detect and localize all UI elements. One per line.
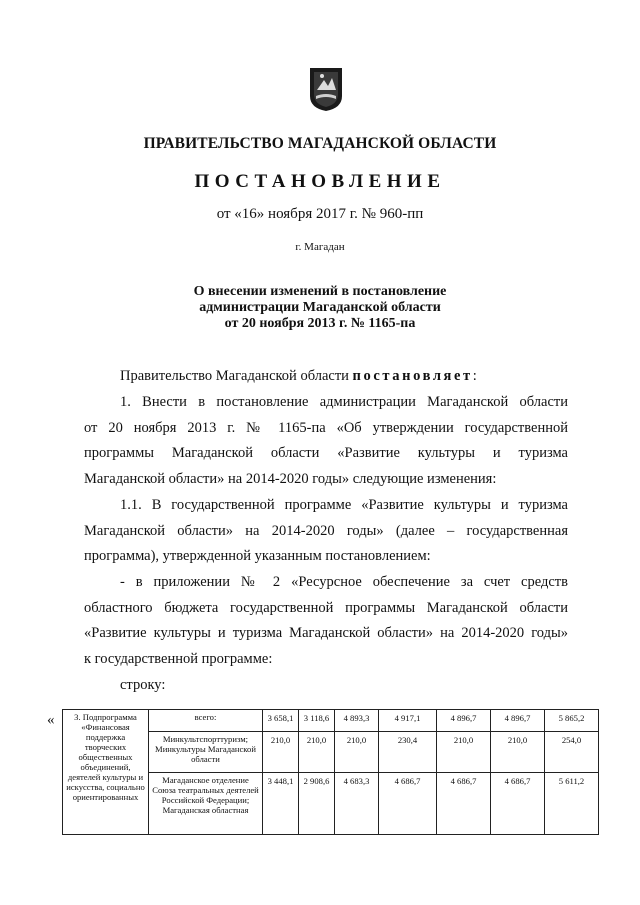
org-cell: Минкультспорттуризм; Минкультуры Магаданской области [149, 732, 263, 773]
document-type: ПОСТАНОВЛЕНИЕ [194, 171, 446, 192]
org-cell: Магаданское отделение Союза театральных деятелей Российской Федерации; Магаданская областная [149, 773, 263, 835]
decree-date-number: от «16» ноября 2017 г. № 960-пп [216, 206, 424, 222]
paragraph-1 [84, 390, 568, 492]
paragraph-line: областного бюджета государственной программы Магаданской области [84, 599, 568, 616]
value-cell: 210,0 [491, 732, 545, 773]
intro-resolves: постановляет [352, 368, 473, 384]
paragraph-line: Магаданской области» на 2014-2020 годы» следующие изменения: [84, 470, 497, 487]
value-cell: 4 917,1 [379, 710, 437, 732]
intro-line [84, 364, 568, 390]
value-cell: 4 683,3 [335, 773, 379, 835]
resource-table [62, 709, 599, 835]
coat-of-arms-icon [308, 66, 344, 112]
value-cell: 4 686,7 [491, 773, 545, 835]
row-word-paragraph [84, 673, 568, 699]
row-word: строку: [120, 677, 166, 693]
value-cell: 4 896,7 [491, 710, 545, 732]
subject-line: О внесении изменений в постановление [193, 284, 447, 299]
intro-prefix: Правительство Магаданской области [120, 368, 353, 384]
value-cell: 5 611,2 [545, 773, 599, 835]
paragraph-line: - в приложении № 2 «Ресурсное обеспечение за счет средств [120, 574, 568, 590]
subprogram-cell: 3. Подпрограмма «Финансовая поддержка творческих общественных объединений, деятелей культуры и искусства, социально ориентированных [63, 710, 149, 835]
table-row [63, 710, 599, 732]
value-cell: 254,0 [545, 732, 599, 773]
paragraph-line: программы Магаданской области «Развитие культуры и туризма [84, 445, 568, 462]
value-cell: 2 908,6 [299, 773, 335, 835]
org-cell: всего: [149, 710, 263, 732]
paragraph-line: программа), утвержденной указанным постановлением: [84, 548, 431, 565]
value-cell: 210,0 [299, 732, 335, 773]
intro-suffix: : [472, 368, 477, 384]
subject-line: от 20 ноября 2013 г. № 1165-па [224, 316, 416, 331]
open-quote: « [47, 712, 55, 728]
value-cell: 230,4 [379, 732, 437, 773]
value-cell: 210,0 [437, 732, 491, 773]
paragraph-line: 1.1. В государственной программе «Развитие культуры и туризма [120, 497, 568, 513]
subject-line: администрации Магаданской области [199, 300, 441, 315]
value-cell: 4 896,7 [437, 710, 491, 732]
value-cell: 4 686,7 [379, 773, 437, 835]
value-cell: 4 686,7 [437, 773, 491, 835]
paragraph-line: к государственной программе: [84, 650, 273, 667]
value-cell: 210,0 [263, 732, 299, 773]
paragraph-line: от 20 ноября 2013 г. № 1165-па «Об утверждении государственной [84, 419, 568, 436]
paragraph-1-1 [84, 493, 568, 570]
value-cell: 210,0 [335, 732, 379, 773]
value-cell: 5 865,2 [545, 710, 599, 732]
value-cell: 3 448,1 [263, 773, 299, 835]
city: г. Магадан [295, 241, 345, 253]
value-cell: 3 658,1 [263, 710, 299, 732]
government-name: ПРАВИТЕЛЬСТВО МАГАДАНСКОЙ ОБЛАСТИ [143, 135, 497, 152]
paragraph-line: Магаданской области» на 2014-2020 годы» (далее – государственная [84, 522, 568, 539]
paragraph-appendix [84, 570, 568, 672]
value-cell: 3 118,6 [299, 710, 335, 732]
paragraph-line: «Развитие культуры и туризма Магаданской области» на 2014-2020 годы» [84, 625, 568, 642]
decree-subject [0, 284, 640, 332]
paragraph-line: 1. Внести в постановление администрации Магаданской области [120, 394, 568, 410]
value-cell: 4 893,3 [335, 710, 379, 732]
intro-paragraph [84, 364, 568, 390]
